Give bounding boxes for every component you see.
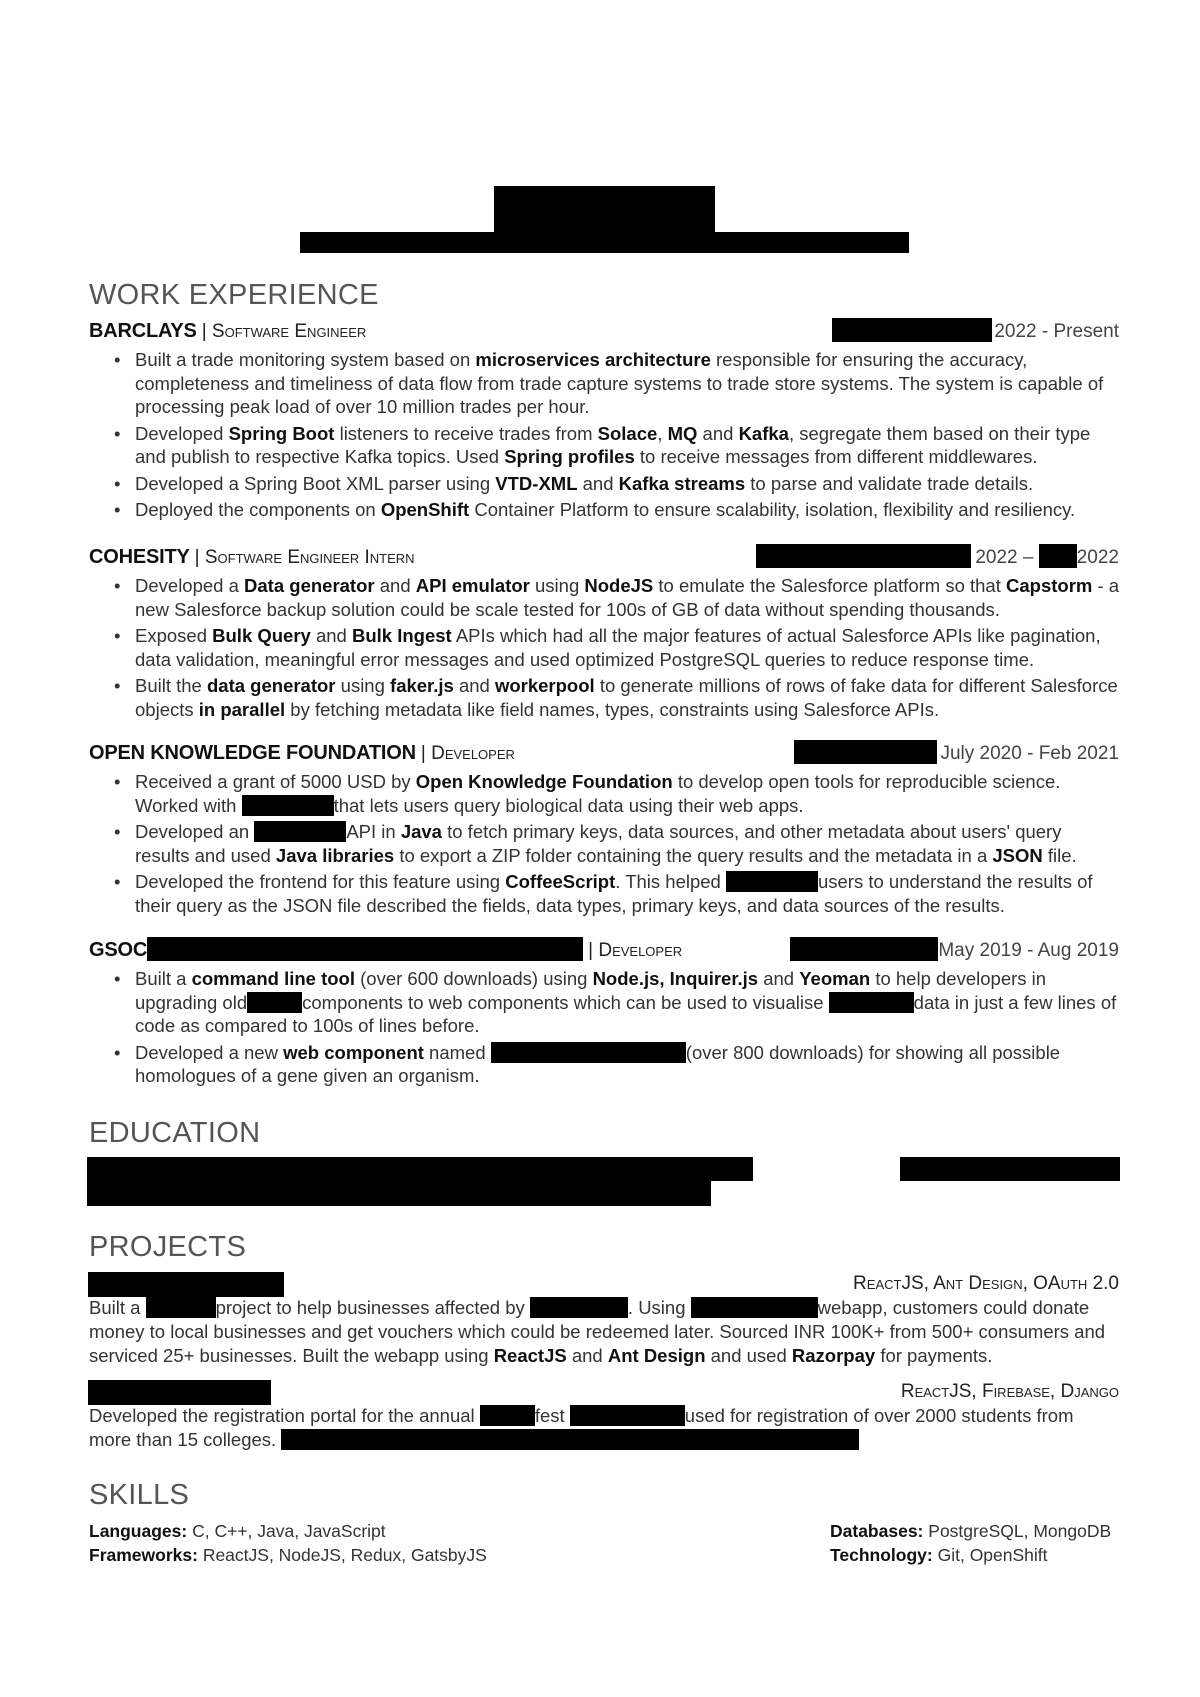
bullet-dot-icon: • bbox=[114, 771, 121, 792]
bullet-list bbox=[108, 967, 1120, 1091]
job-header-cohesity bbox=[89, 544, 1119, 570]
bullet-item: • Developed a Data generator and API emulator using NodeJS to emulate the Salesforce platform so that Capstorm - a new Salesforce backup solution could be scale tested for 100s of GB of data without spending thousands. bbox=[114, 575, 1120, 620]
bullet-dot-icon: • bbox=[114, 871, 121, 892]
keyword: Data generator bbox=[244, 575, 375, 596]
dates-text: 2022 - Present bbox=[994, 321, 1119, 342]
redacted-location bbox=[832, 318, 992, 342]
job-role: | Software Engineer Intern bbox=[194, 547, 415, 568]
bullet-dot-icon: • bbox=[114, 625, 121, 646]
bullet-item: • Developed Spring Boot listeners to receive trades from Solace, MQ and Kafka, segregate them based on their type and publish to respective Kafka topics. Used Spring profiles to receive messages from different middlewares. bbox=[114, 422, 1091, 467]
keyword: Kafka bbox=[738, 422, 789, 444]
bullet-dot-icon: • bbox=[114, 422, 121, 444]
bullet-dot-icon: • bbox=[114, 821, 121, 842]
company-name: COHESITY bbox=[89, 546, 190, 568]
keyword: faker.js bbox=[390, 675, 454, 696]
keyword: Open Knowledge Foundation bbox=[415, 771, 673, 792]
keyword: Razorpay bbox=[791, 1345, 876, 1366]
keyword: OpenShift bbox=[380, 499, 470, 520]
keyword: CoffeeScript bbox=[505, 871, 616, 892]
bullet-dot-icon: • bbox=[114, 1041, 121, 1063]
bullet-item: • Received a grant of 5000 USD by Open Knowledge Foundation to develop open tools for reproducible science. Worked with that lets users query biological data using their web apps. bbox=[114, 771, 1061, 816]
company-name: OPEN KNOWLEDGE FOUNDATION bbox=[89, 742, 416, 764]
keyword: data generator bbox=[207, 675, 336, 696]
redacted-project-title bbox=[88, 1380, 271, 1405]
bullet-item: • Developed the frontend for this feature using CoffeeScript. This helped users to understand the results of their query as the JSON file described the fields, data types, primary keys, and data sources of the results. bbox=[114, 871, 1093, 916]
job-role: | Developer bbox=[420, 743, 515, 764]
job-header-okf bbox=[89, 740, 1119, 766]
keyword: Ant Design bbox=[607, 1345, 706, 1366]
company-name: BARCLAYS bbox=[89, 320, 197, 342]
keyword: Java libraries bbox=[275, 844, 395, 866]
keyword: Java bbox=[400, 821, 442, 842]
keyword: JSON bbox=[992, 844, 1043, 866]
bullet-item: • Built the data generator using faker.js and workerpool to generate millions of rows of fake data for different Salesforce objects in parallel by fetching metadata like field names, types, constraints using Salesforce APIs. bbox=[114, 675, 1118, 720]
keyword: Kafka streams bbox=[618, 472, 746, 494]
project-description: Developed the registration portal for the annual fest used for registration of over 2000 students from more than 15 colleges. bbox=[89, 1405, 1074, 1450]
bullet-item: • Built a trade monitoring system based on microservices architecture responsible for ensuring the accuracy, completeness and timeliness of data flow from trade capture systems to trade store systems. The system is capable of processing peak load of over 10 million trades per hour. bbox=[114, 349, 1104, 417]
redacted-education-line1 bbox=[87, 1157, 753, 1181]
redacted-month-x bbox=[1039, 544, 1077, 568]
redaction-block bbox=[480, 1405, 535, 1426]
bullet-item: • Deployed the components on OpenShift Container Platform to ensure scalability, isolation, flexibility and resiliency. bbox=[114, 499, 1076, 520]
redaction-block bbox=[242, 795, 334, 816]
skill-value: ReactJS, NodeJS, Redux, GatsbyJS bbox=[202, 1545, 487, 1565]
bullet-item: • Built a command line tool (over 600 downloads) using Node.js, Inquirer.js and Yeoman to help developers in upgrading old components to web components which can be used to visualise data in just a few lines of code as compared to 100s of lines before. bbox=[114, 968, 1117, 1036]
keyword: Solace bbox=[597, 422, 658, 444]
redaction-block bbox=[247, 992, 302, 1013]
bullet-list bbox=[108, 574, 1120, 724]
dates-text: July 2020 - Feb 2021 bbox=[940, 743, 1119, 764]
section-title-projects: PROJECTS bbox=[89, 1231, 247, 1263]
redacted-name bbox=[494, 186, 715, 236]
job-dates bbox=[794, 740, 1119, 767]
keyword: web component bbox=[283, 1041, 424, 1063]
redacted-location bbox=[790, 937, 938, 961]
keyword: API emulator bbox=[415, 575, 530, 596]
project-description: Built a project to help businesses affected by . Using webapp, customers could donate money to local businesses and get vouchers which could be redeemed later. Sourced INR 100K+ from 500+ consumers and serviced 25+ businesses. Built the webapp using ReactJS and Ant Design and used Razorpay for payments. bbox=[89, 1297, 1106, 1366]
section-title-skills: SKILLS bbox=[89, 1479, 190, 1511]
redacted-location bbox=[756, 544, 941, 568]
skill-value: PostgreSQL, MongoDB bbox=[928, 1521, 1112, 1541]
bullet-dot-icon: • bbox=[114, 968, 121, 989]
job-header-barclays bbox=[89, 318, 1119, 344]
keyword: in parallel bbox=[198, 698, 286, 720]
keyword: ReactJS bbox=[493, 1345, 567, 1366]
bullet-list bbox=[108, 770, 1120, 920]
keyword: Capstorm bbox=[1006, 575, 1093, 596]
bullet-item: • Exposed Bulk Query and Bulk Ingest APIs which had all the major features of actual Salesforce APIs like pagination, data validation, meaningful error messages and used optimized PostgreSQL queries to reduce response time. bbox=[114, 625, 1101, 670]
job-role: | Developer bbox=[588, 940, 683, 961]
role-text: Software Engineer Intern bbox=[204, 547, 415, 568]
redacted-education-line2 bbox=[87, 1180, 711, 1206]
dates-text: May 2019 - Aug 2019 bbox=[938, 940, 1119, 961]
redaction-block bbox=[254, 821, 346, 842]
bullet-dot-icon: • bbox=[114, 499, 121, 520]
redaction-block bbox=[829, 992, 914, 1013]
project-tech-stack: ReactJS, Firebase, Django bbox=[900, 1381, 1119, 1402]
bullet-dot-icon: • bbox=[114, 472, 121, 494]
company-name: GSOC bbox=[89, 939, 148, 961]
keyword: microservices architecture bbox=[475, 349, 711, 370]
keyword: command line tool bbox=[191, 968, 355, 989]
role-text: Software Engineer bbox=[211, 321, 367, 342]
section-title-work: WORK EXPERIENCE bbox=[89, 279, 379, 311]
role-text: Developer bbox=[431, 743, 515, 764]
keyword: Node.js, Inquirer.js bbox=[592, 968, 759, 989]
job-dates bbox=[790, 937, 1119, 964]
redacted-project-title bbox=[88, 1272, 284, 1297]
date-start: 2022 – bbox=[975, 547, 1034, 568]
section-title-education: EDUCATION bbox=[89, 1117, 261, 1149]
redaction-block bbox=[726, 871, 818, 892]
bullet-item: • Developed an API in Java to fetch primary keys, data sources, and other metadata about users' query results and used Java libraries to export a ZIP folder containing the query results and the metadata in a JSON file. bbox=[114, 821, 1077, 866]
skill-label: Frameworks: bbox=[89, 1545, 198, 1565]
skill-frameworks bbox=[89, 1543, 487, 1567]
bullet-dot-icon: • bbox=[114, 575, 121, 596]
keyword: Yeoman bbox=[799, 968, 871, 989]
bullet-list bbox=[108, 348, 1120, 525]
job-dates bbox=[756, 544, 1119, 571]
job-header-gsoc bbox=[89, 937, 1119, 963]
keyword: VTD-XML bbox=[495, 472, 578, 494]
redacted-organisation bbox=[147, 937, 583, 961]
skill-label: Languages: bbox=[89, 1521, 188, 1541]
redaction-block bbox=[146, 1297, 216, 1318]
keyword: workerpool bbox=[494, 675, 595, 696]
skill-label: Databases: bbox=[830, 1521, 924, 1541]
redacted-education-dates bbox=[900, 1157, 1120, 1181]
bullet-dot-icon: • bbox=[114, 675, 121, 696]
job-role: | Software Engineer bbox=[201, 321, 367, 342]
bullet-dot-icon: • bbox=[114, 349, 121, 370]
bullet-item: • Developed a Spring Boot XML parser using VTD-XML and Kafka streams to parse and validate trade details. bbox=[114, 472, 1034, 494]
redacted-month-x bbox=[941, 544, 971, 568]
bullet-item: • Developed a new web component named (over 800 downloads) for showing all possible homologues of a gene given an organism. bbox=[114, 1041, 1061, 1086]
job-dates bbox=[832, 318, 1119, 345]
keyword: Bulk Query bbox=[212, 625, 311, 646]
redaction-block bbox=[530, 1297, 628, 1318]
skill-databases bbox=[830, 1519, 1111, 1543]
skill-technology bbox=[830, 1543, 1048, 1567]
redaction-block bbox=[491, 1042, 686, 1063]
redaction-block bbox=[691, 1297, 818, 1318]
redaction-block bbox=[570, 1405, 685, 1426]
redacted-location bbox=[794, 740, 937, 764]
role-text: Developer bbox=[598, 940, 683, 961]
skill-value: Git, OpenShift bbox=[937, 1545, 1048, 1565]
keyword: Spring Boot bbox=[228, 422, 335, 444]
skill-value: C, C++, Java, JavaScript bbox=[192, 1521, 386, 1541]
redaction-block bbox=[281, 1429, 859, 1450]
keyword: Bulk Ingest bbox=[352, 625, 452, 646]
keyword: NodeJS bbox=[584, 575, 654, 596]
skill-label: Technology: bbox=[830, 1545, 933, 1565]
redacted-contact bbox=[300, 232, 909, 253]
project-tech-stack: ReactJS, Ant Design, OAuth 2.0 bbox=[853, 1273, 1119, 1294]
date-end: 2022 bbox=[1076, 547, 1119, 568]
keyword: MQ bbox=[667, 422, 698, 444]
skill-languages bbox=[89, 1519, 386, 1543]
keyword: Spring profiles bbox=[504, 446, 635, 467]
